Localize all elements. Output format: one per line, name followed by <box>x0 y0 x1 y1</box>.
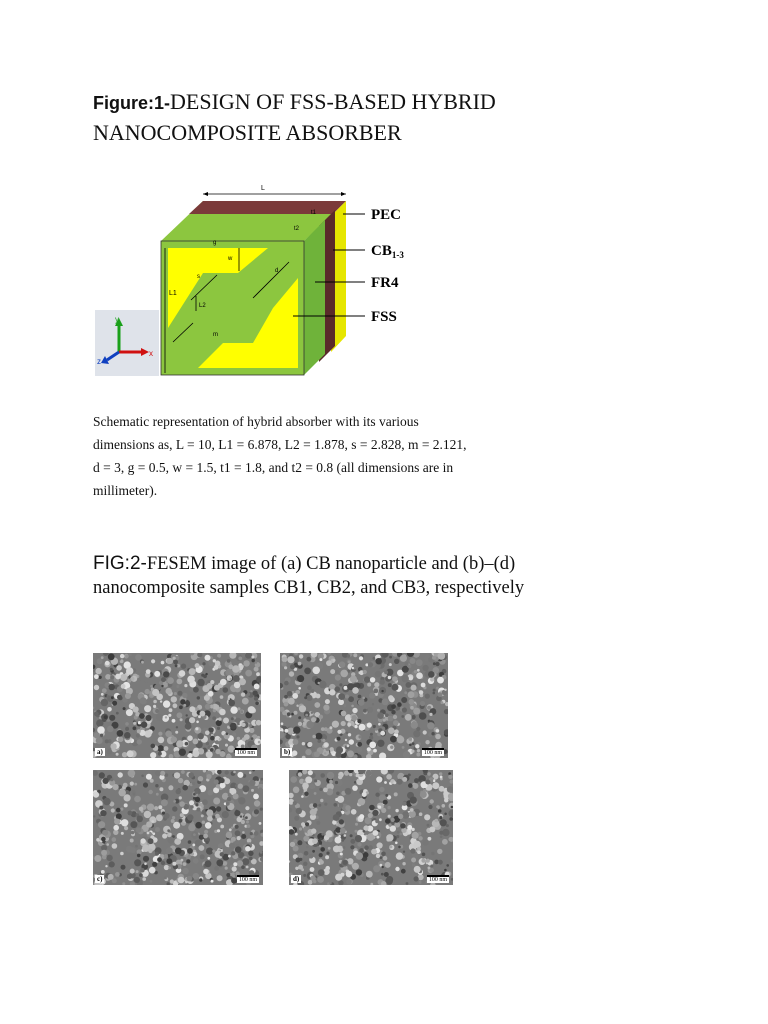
panel-label-b: b) <box>284 748 291 756</box>
figure1-caption <box>93 410 543 502</box>
pec-top <box>189 201 346 214</box>
scale-bar-b: 100 nm <box>423 750 442 756</box>
fesem-image-a <box>93 653 261 758</box>
caption-line-2: dimensions as, L = 10, L1 = 6.878, L2 = 1.878, s = 2.828, m = 2.121, <box>93 437 467 452</box>
label-fr4: FR4 <box>371 275 399 291</box>
dim-s: s <box>197 274 200 280</box>
figure1-heading <box>93 87 653 147</box>
dim-g: g <box>213 240 217 246</box>
fesem-image-d <box>289 770 453 885</box>
scale-bar-c: 100 nm <box>238 877 257 883</box>
dim-m: m <box>213 332 218 338</box>
axis-z-label: z <box>97 357 101 366</box>
figure2-title-line-1: FESEM image of (a) CB nanoparticle and (b)–(d) <box>146 554 516 574</box>
dim-L2: L2 <box>199 303 206 309</box>
fesem-image-b <box>280 653 448 758</box>
scale-bar-d: 100 nm <box>428 877 447 883</box>
fr4-side <box>304 220 325 375</box>
absorber-schematic <box>93 178 433 378</box>
axis-y-label: y <box>115 315 119 324</box>
figure1-title: DESIGN OF FSS-BASED HYBRID NANOCOMPOSITE ABSORBER <box>93 89 496 145</box>
caption-line-1: Schematic representation of hybrid absorber with its various <box>93 414 419 429</box>
figure1-label: Figure:1- <box>93 93 171 113</box>
caption-line-4: millimeter). <box>93 483 158 498</box>
figure2-heading <box>93 552 653 600</box>
panel-label-a: a) <box>97 748 103 756</box>
figure2-label: FIG:2- <box>93 553 147 574</box>
dim-L: L <box>261 185 265 192</box>
axis-x-label: x <box>149 349 153 358</box>
panel-label-d: d) <box>293 875 300 883</box>
figure2-title-line-2: nanocomposite samples CB1, CB2, and CB3, respectively <box>93 578 525 598</box>
fesem-image-c <box>93 770 263 885</box>
label-cb: $CB_{1-3}$ <box>371 243 404 260</box>
dim-L1: L1 <box>169 290 177 297</box>
dim-t2: t2 <box>294 226 300 232</box>
panel-label-c: c) <box>97 875 103 883</box>
caption-line-3: d = 3, g = 0.5, w = 1.5, t1 = 1.8, and t2 = 0.8 (all dimensions are in <box>93 460 454 475</box>
scale-bar-a: 100 nm <box>236 750 255 756</box>
label-pec: PEC <box>371 207 401 223</box>
label-fss: FSS <box>371 309 397 325</box>
axes-inset <box>95 310 159 376</box>
dim-d: d <box>275 268 279 274</box>
dim-w: w <box>228 256 233 262</box>
dim-t1: t1 <box>311 210 317 216</box>
